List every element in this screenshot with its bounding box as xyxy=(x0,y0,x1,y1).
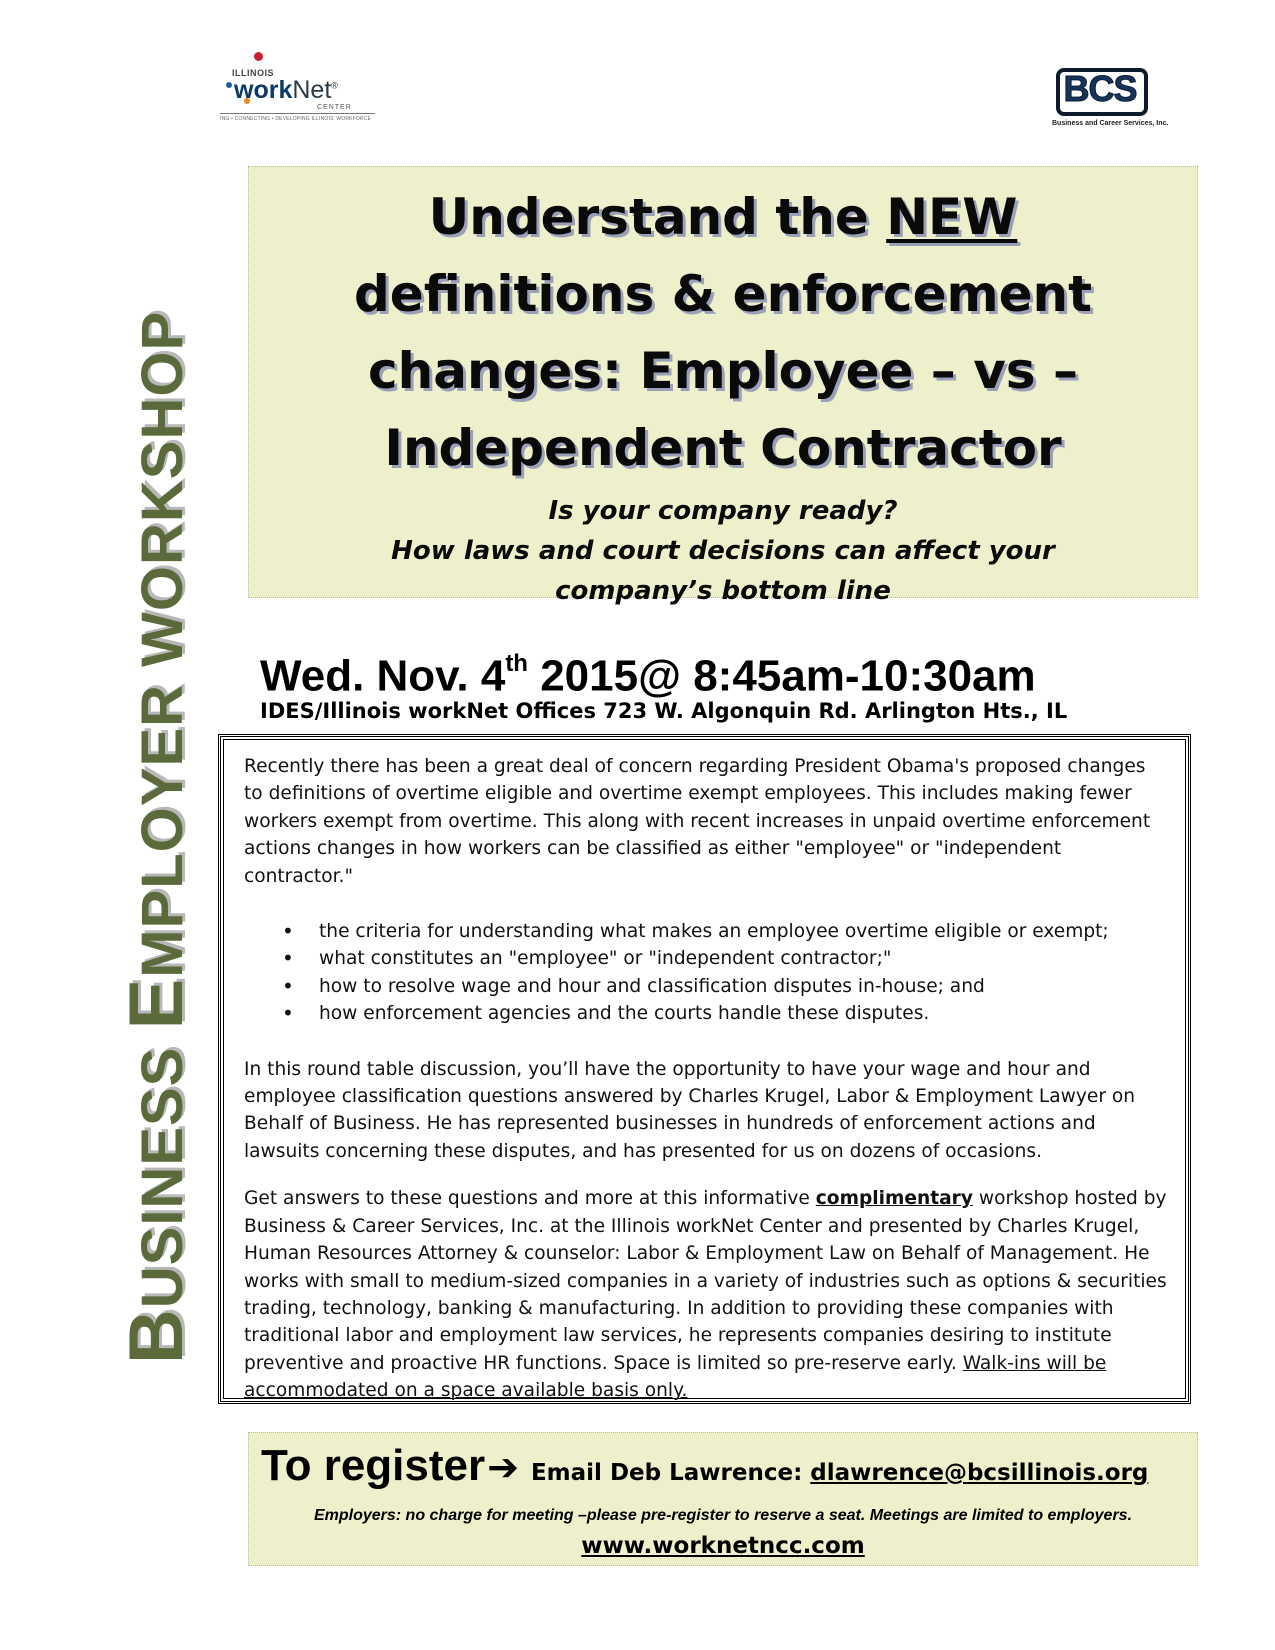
tagline-line-2: How laws and court decisions can affect your xyxy=(391,536,1055,566)
bcs-logo-mark: BCS xyxy=(1063,68,1137,109)
bcs-logo xyxy=(1052,68,1169,138)
description-box xyxy=(218,734,1191,1404)
logo-wordmark: workNet® xyxy=(234,76,338,104)
headline xyxy=(249,179,1197,487)
logo-rule xyxy=(220,113,375,114)
side-title xyxy=(114,183,200,1491)
register-note: Employers: no charge for meeting –please pre-register to reserve a seat. Meetings are limited to employers. xyxy=(313,1507,1133,1524)
list-item: • what constitutes an "employee" or "independent contractor;" xyxy=(319,945,1169,972)
headline-line-2: definitions & enforcement xyxy=(354,265,1092,323)
email-link[interactable]: dlawrence@bcsillinois.org xyxy=(810,1460,1149,1486)
email-label: Email Deb Lawrence: xyxy=(530,1460,811,1486)
topics-list xyxy=(244,918,1169,1028)
presenter-paragraph: Get answers to these questions and more at this informative complimentary workshop hosted by Business & Career Services, Inc. at the Illinois workNet Center and presented by Charles Krugel, Human Resources Attorney & counselor: Labor & Employment Law on Behalf of Management. He works with small to medium-sized companies in a variety of industries such as options & securities trading, technology, banking & manufacturing. In addition to providing these companies with traditional labor and employment law services, he represents companies desiring to institute preventive and proactive HR functions. Space is limited so pre-reserve early. Walk-ins will be accommodated on a space available basis only. xyxy=(244,1188,1167,1402)
arrow-right-icon: ➔ xyxy=(487,1445,519,1489)
headline-new: NEW xyxy=(886,188,1018,246)
logo-center: CENTER xyxy=(317,104,352,111)
register-box xyxy=(248,1432,1198,1566)
register-line xyxy=(261,1441,1148,1491)
register-label: To register xyxy=(261,1441,486,1490)
list-item: • the criteria for understanding what makes an employee overtime eligible or exempt; xyxy=(319,918,1169,945)
logo-figure-icon xyxy=(254,52,263,61)
side-title-text: BUSINESS EMPLOYER WORKSHOP xyxy=(114,310,200,1364)
logo-dot-blue-icon xyxy=(226,82,232,88)
headline-line-4: Independent Contractor xyxy=(384,419,1062,477)
headline-line-3: changes: Employee – vs – xyxy=(368,342,1078,400)
list-item: • how to resolve wage and hour and classification disputes in-house; and xyxy=(319,973,1169,1000)
walk-ins-note: Walk-ins will be accommodated on a space available basis only. xyxy=(244,1352,1107,1402)
list-item: • how enforcement agencies and the courts handle these disputes. xyxy=(319,1000,1169,1027)
logo-tagline: ING • CONNECTING • DEVELOPING ILLINOIS' WORKFORCE xyxy=(220,116,372,122)
tagline xyxy=(249,491,1197,611)
discussion-paragraph: In this round table discussion, you’ll have the opportunity to have your wage and hour and employee classification questions answered by Charles Krugel, Labor & Employment Lawyer on Behalf of Business. He has represented businesses in hundreds of enforcement actions and lawsuits concerning these disputes, and has presented for us on dozens of occasions. xyxy=(244,1058,1136,1162)
bcs-logo-subtitle: Business and Career Services, Inc. xyxy=(1052,120,1169,127)
event-date: Wed. Nov. 4th 2015@ 8:45am-10:30am xyxy=(260,650,1036,701)
illinois-worknet-logo xyxy=(220,50,375,122)
tagline-line-1: Is your company ready? xyxy=(548,496,898,526)
event-location: IDES/Illinois workNet Offices 723 W. Algonquin Rd. Arlington Hts., IL xyxy=(260,699,1068,723)
website-link[interactable]: www.worknetncc.com xyxy=(581,1533,865,1559)
complimentary-text: complimentary xyxy=(815,1188,973,1210)
description-content xyxy=(223,739,1186,1402)
headline-line-1: Understand the NEW xyxy=(428,188,1018,246)
tagline-line-3: company’s bottom line xyxy=(555,576,891,606)
logo-state: ILLINOIS xyxy=(232,68,274,78)
headline-box xyxy=(248,166,1198,606)
intro-paragraph: Recently there has been a great deal of concern regarding President Obama's proposed changes to definitions of overtime eligible and overtime exempt employees. This includes making fewer workers exempt from overtime. This along with recent increases in unpaid overtime enforcement actions changes in how workers can be classified as either "employee" or "independent contractor." xyxy=(244,756,1151,887)
